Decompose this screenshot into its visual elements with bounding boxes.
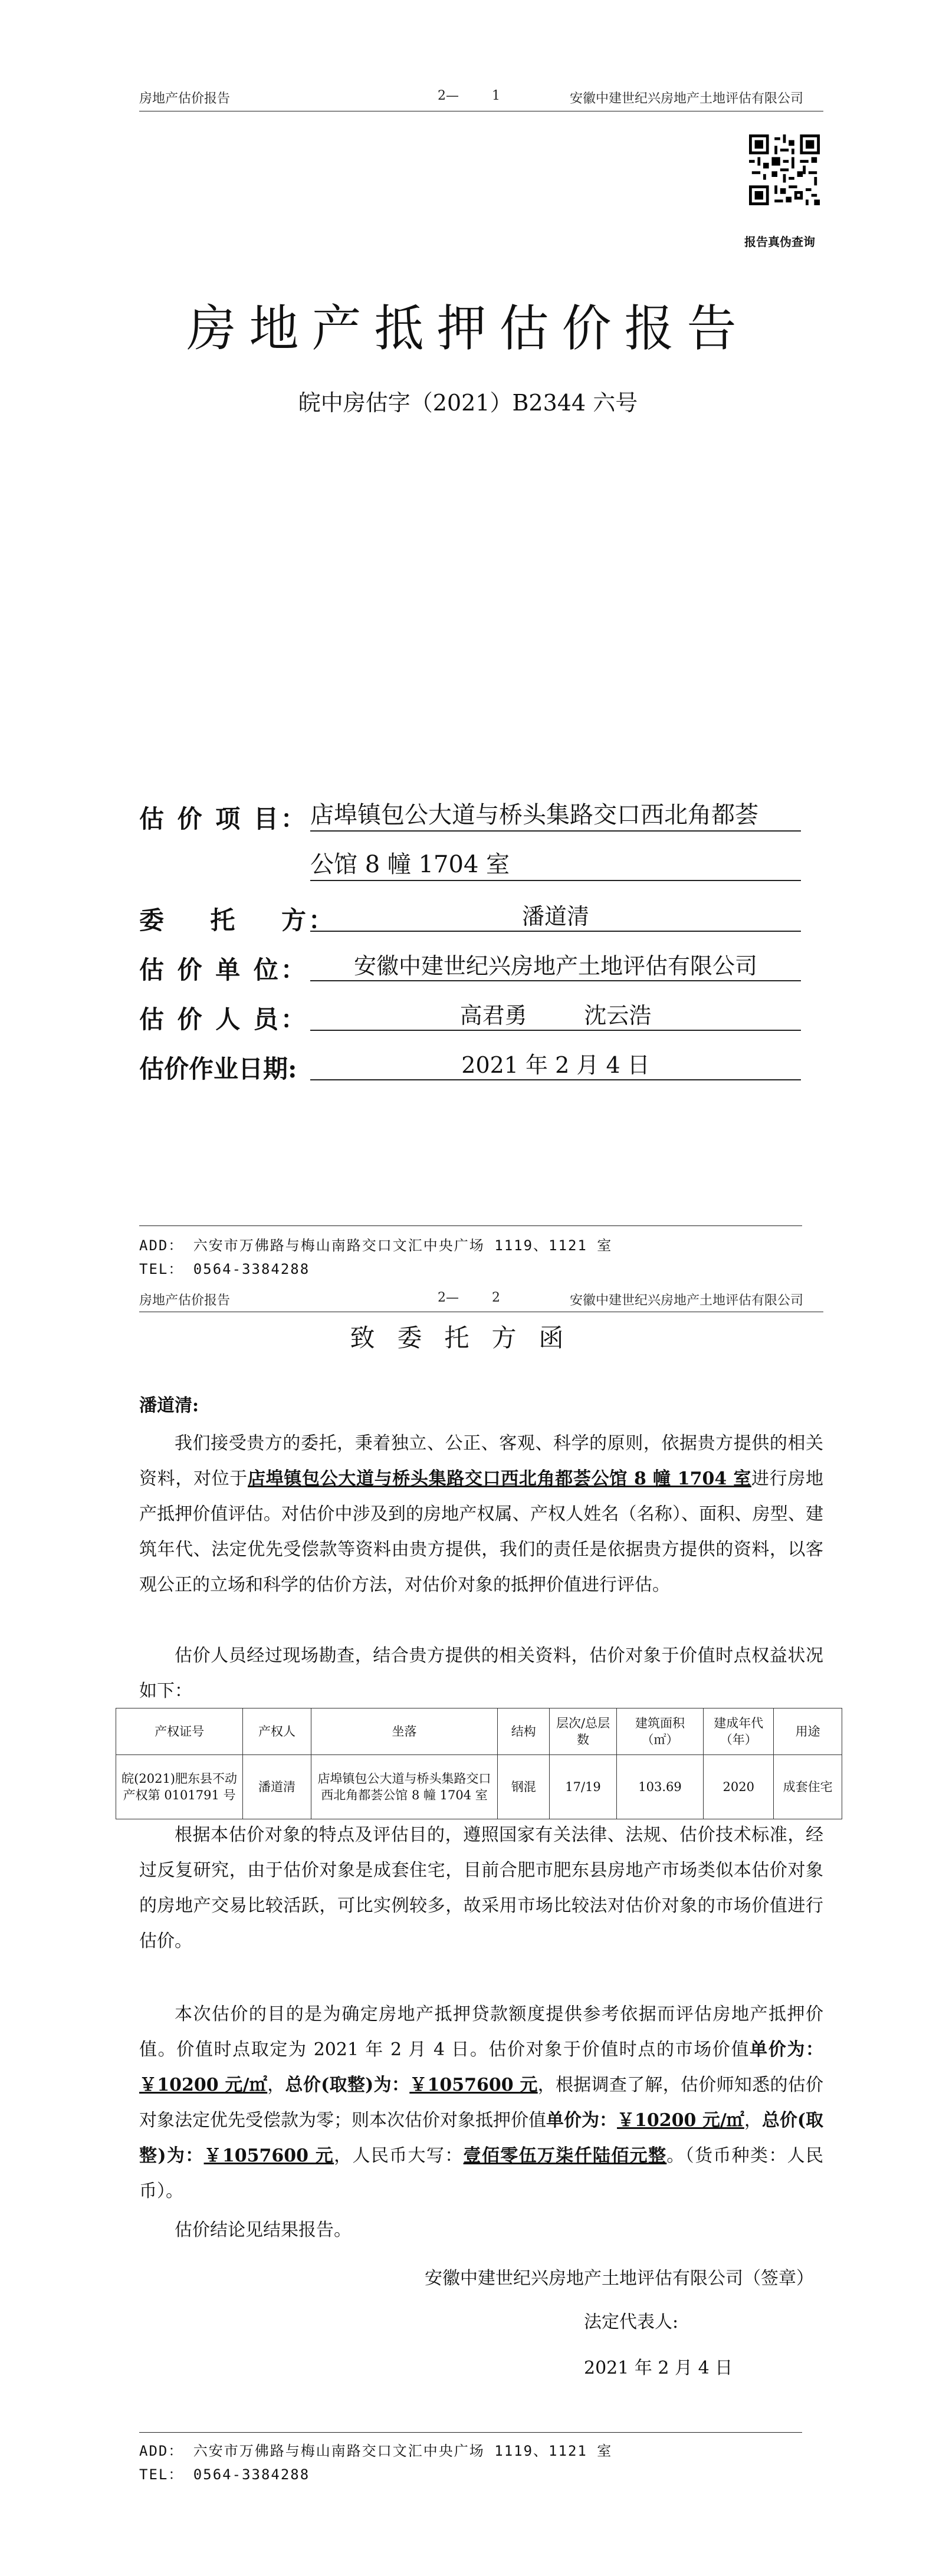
salutation: 潘道清:: [139, 1395, 199, 1416]
page2-header-right: 安徽中建世纪兴房地产土地评估有限公司: [570, 1293, 804, 1308]
property-address: 店埠镇包公大道与桥头集路交口西北角都荟公馆 8 幢 1704 室: [247, 1468, 752, 1489]
total-price-mortgage: ￥1057600 元: [203, 2145, 334, 2166]
report-number: 皖中房估字（2021）B2344 六号: [298, 390, 638, 416]
letter-title: 致委托方函: [350, 1323, 586, 1352]
signature-representative: 法定代表人:: [584, 2312, 679, 2332]
page2-footer-rule: [139, 2432, 802, 2433]
client-value: 潘道清: [310, 902, 801, 932]
table-header: 建成年代（年）: [704, 1708, 774, 1755]
table-cell: 钢混: [498, 1755, 550, 1819]
table-header: 坐落: [311, 1708, 497, 1755]
table-cell: 成套住宅: [774, 1755, 842, 1819]
appraiser-label: 估 价 人 员：: [139, 1005, 308, 1034]
table-row: [116, 1755, 842, 1819]
table-header-row: [116, 1708, 842, 1755]
table-header: 用途: [774, 1708, 842, 1755]
table-header: 建筑面积（㎡）: [616, 1708, 703, 1755]
project-label: 估 价 项 目：: [139, 804, 308, 833]
footer-rule: [139, 1225, 802, 1226]
table-header: 产权证号: [116, 1708, 243, 1755]
table-cell: 103.69: [616, 1755, 703, 1819]
unit-label: 估 价 单 位：: [139, 955, 308, 984]
page2-footer-tel: TEL： 0564-3384288: [139, 2466, 310, 2483]
page2-header-center: 2— 2: [438, 1290, 500, 1305]
page2-footer-address: ADD： 六安市万佛路与梅山南路交口文汇中央广场 1119、1121 室: [139, 2443, 613, 2459]
qr-caption: 报告真伪查询: [744, 235, 815, 249]
footer-address: ADD： 六安市万佛路与梅山南路交口文汇中央广场 1119、1121 室: [139, 1237, 613, 1254]
date-value: 2021 年 2 月 4 日: [310, 1051, 801, 1080]
signature-company: 安徽中建世纪兴房地产土地评估有限公司（签章）: [425, 2268, 814, 2289]
unit-price-market: ￥10200 元/㎡: [139, 2075, 268, 2095]
page-header-center: 2— 1: [438, 88, 500, 103]
appraiser-2: 沈云浩: [584, 1003, 652, 1029]
footer-tel: TEL： 0564-3384288: [139, 1261, 310, 1277]
letter-paragraph-5: 估价结论见结果报告。: [175, 2220, 352, 2240]
table-header: 结构: [498, 1708, 550, 1755]
signature-date: 2021 年 2 月 4 日: [584, 2358, 733, 2378]
table-cell: 17/19: [550, 1755, 616, 1819]
appraiser-value: [310, 1001, 801, 1031]
letter-paragraph-1: 我们接受贵方的委托，秉着独立、公正、客观、科学的原则，依据贵方提供的相关资料，对位于店埠镇包公大道与桥头集路交口西北角都荟公馆 8 幢 1704 室进行房地产抵押价值评估。对估价中涉及到的房地产权属、产权人姓名（名称）、面积、房型、建筑年代、法定优先受偿款等资料由贵方提供，我们的责任是依据贵方提供的资料，以客观公正的立场和科学的估价方法，对估价对象的抵押价值进行评估。: [139, 1433, 824, 1595]
unit-price-mortgage: ￥10200 元/㎡: [617, 2110, 744, 2131]
project-value-line2: 公馆 8 幢 1704 室: [310, 849, 801, 881]
page-header-right: 安徽中建世纪兴房地产土地评估有限公司: [570, 91, 804, 106]
project-value-line1: 店埠镇包公大道与桥头集路交口西北角都荟: [310, 800, 801, 832]
amount-in-words: 壹佰零伍万柒仟陆佰元整: [463, 2145, 667, 2166]
page-header-left: 房地产估价报告: [139, 91, 231, 106]
unit-value: 安徽中建世纪兴房地产土地评估有限公司: [310, 952, 801, 981]
table-cell: 店埠镇包公大道与桥头集路交口西北角都荟公馆 8 幢 1704 室: [311, 1755, 497, 1819]
page2-header-left: 房地产估价报告: [139, 1293, 231, 1308]
table-cell: 潘道清: [243, 1755, 311, 1819]
letter-paragraph-2: 估价人员经过现场勘查，结合贵方提供的相关资料，估价对象于价值时点权益状况如下：: [139, 1645, 823, 1701]
qr-code[interactable]: [749, 134, 820, 205]
table-cell: 2020: [704, 1755, 774, 1819]
property-info-table: [116, 1708, 842, 1819]
date-label: 估价作业日期:: [139, 1054, 297, 1083]
total-price-market: ￥1057600 元: [409, 2075, 538, 2095]
table-header: 产权人: [243, 1708, 311, 1755]
letter-paragraph-3: 根据本估价对象的特点及评估目的，遵照国家有关法律、法规、估价技术标准，经过反复研究，由于估价对象是成套住宅，目前合肥市肥东县房地产市场类似本估价对象的房地产交易比较活跃，可比实例较多，故采用市场比较法对估价对象的市场价值进行估价。: [139, 1825, 823, 1951]
report-title: 房地产抵押估价报告: [186, 300, 750, 357]
appraiser-1: 高君勇: [459, 1003, 527, 1029]
letter-paragraph-4: 本次估价的目的是为确定房地产抵押贷款额度提供参考依据而评估房地产抵押价值。价值时点取定为 2021 年 2 月 4 日。估价对象于价值时点的市场价值单价为：￥10200 元/㎡，总价(取整)为：￥1057600 元，根据调查了解，估价师知悉的估价对象法定优先受偿款为零；则本次估价对象抵押价值单价为：￥10200 元/㎡，总价(取整)为：￥1057600 元，人民币大写：壹佰零伍万柒仟陆佰元整。（货币种类：人民币）。: [139, 2004, 824, 2202]
table-header: 层次/总层数: [550, 1708, 616, 1755]
table-cell: 皖(2021)肥东县不动产权第 0101791 号: [116, 1755, 243, 1819]
client-label: 委 托 方：: [139, 906, 336, 935]
